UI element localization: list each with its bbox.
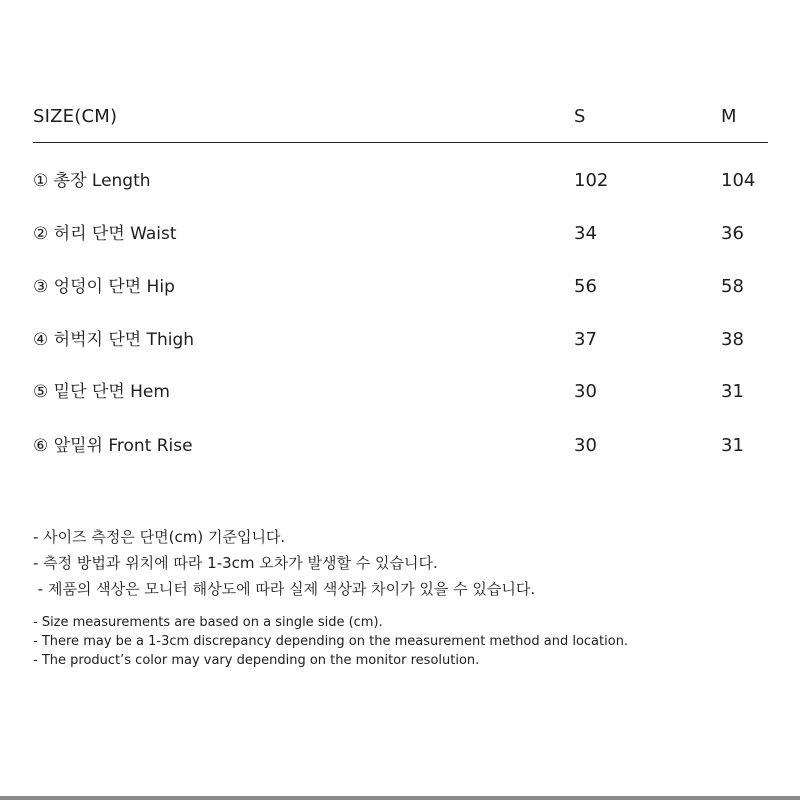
table-row xyxy=(0,166,800,196)
row-label: ② 허리 단면 Waist xyxy=(33,224,177,244)
row-value-s: 102 xyxy=(574,170,609,191)
note-en-line: - Size measurements are based on a single side (cm). xyxy=(33,615,383,630)
header-size-label: SIZE(CM) xyxy=(33,106,118,127)
row-value-s: 30 xyxy=(574,435,597,456)
row-value-s: 30 xyxy=(574,381,597,402)
row-value-m: 104 xyxy=(721,170,756,191)
note-en-line: - There may be a 1-3cm discrepancy depending on the measurement method and location. xyxy=(33,634,629,649)
note-kr-line: - 측정 방법과 위치에 따라 1-3cm 오차가 발생할 수 있습니다. xyxy=(33,554,438,572)
row-value-s: 37 xyxy=(574,329,597,350)
row-label: ⑥ 앞밑위 Front Rise xyxy=(33,436,193,456)
row-value-s: 34 xyxy=(574,223,597,244)
row-value-m: 58 xyxy=(721,276,744,297)
row-label: ① 총장 Length xyxy=(33,171,151,191)
notes-korean xyxy=(33,524,773,602)
notes-english xyxy=(33,613,773,670)
row-label: ⑤ 밑단 단면 Hem xyxy=(33,382,170,402)
row-value-m: 31 xyxy=(721,381,744,402)
table-row xyxy=(0,431,800,461)
header-size-m: M xyxy=(721,106,737,127)
header-divider xyxy=(33,142,768,143)
row-value-m: 36 xyxy=(721,223,744,244)
note-kr-line: - 제품의 색상은 모니터 해상도에 따라 실제 색상과 차이가 있을 수 있습니다. xyxy=(33,580,536,598)
note-en-line: - The product’s color may vary depending on the monitor resolution. xyxy=(33,653,480,668)
table-row xyxy=(0,377,800,407)
header-size-s: S xyxy=(574,106,586,127)
bottom-border xyxy=(0,796,800,800)
table-row xyxy=(0,325,800,355)
table-row xyxy=(0,272,800,302)
row-value-s: 56 xyxy=(574,276,597,297)
row-value-m: 31 xyxy=(721,435,744,456)
row-label: ③ 엉덩이 단면 Hip xyxy=(33,277,175,297)
table-header xyxy=(0,102,800,132)
table-row xyxy=(0,219,800,249)
row-label: ④ 허벅지 단면 Thigh xyxy=(33,330,195,350)
row-value-m: 38 xyxy=(721,329,744,350)
note-kr-line: - 사이즈 측정은 단면(cm) 기준입니다. xyxy=(33,528,286,546)
